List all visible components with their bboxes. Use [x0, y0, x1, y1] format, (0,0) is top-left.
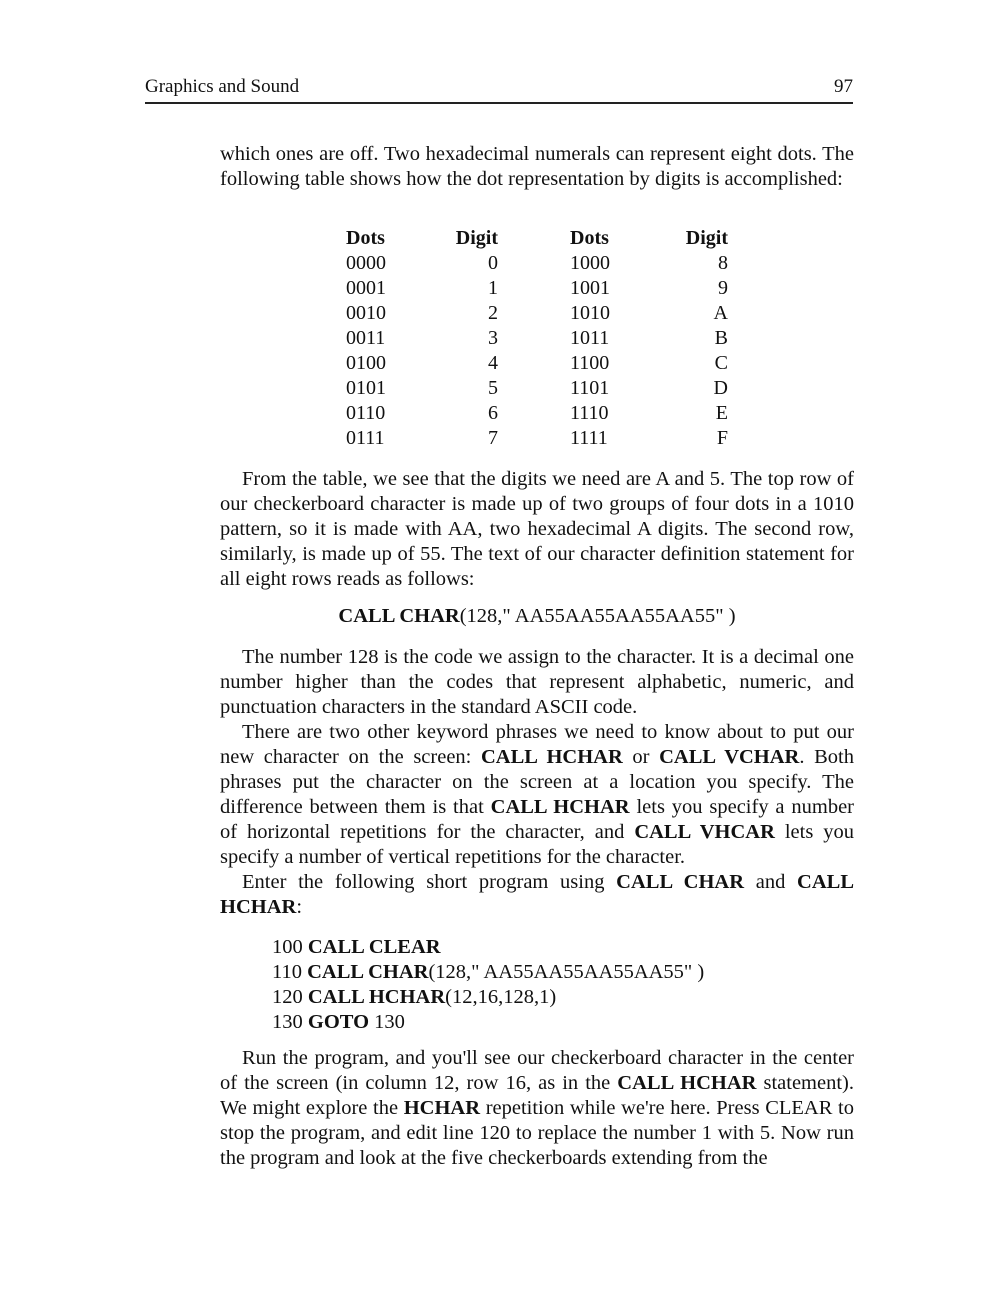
table-row [346, 251, 728, 276]
table-row [346, 276, 728, 301]
code-line: 110 CALL CHAR(128," AA55AA55AA55AA55" ) [272, 961, 705, 983]
table-cell: 1111 [570, 427, 608, 449]
running-title: Graphics and Sound [145, 76, 300, 97]
table-row [346, 376, 728, 401]
keyword: CALL HCHAR [617, 1072, 757, 1094]
keyword: CALL HCHAR [481, 746, 623, 768]
column-header: Dots [570, 227, 609, 249]
code-line: 120 CALL HCHAR(12,16,128,1) [272, 986, 557, 1008]
code-line: 130 GOTO 130 [272, 1011, 405, 1033]
keyword: CALL VCHAR [659, 746, 800, 768]
table-cell: 6 [488, 402, 498, 424]
paragraph-run-program [220, 1046, 854, 1171]
table-row [346, 301, 728, 326]
table-cell: 1011 [570, 327, 610, 349]
table-cell: 1 [488, 277, 498, 299]
table-cell: 0001 [346, 277, 386, 299]
keyword: CALL HCHAR [220, 871, 854, 918]
paragraph-intro [220, 142, 854, 192]
table-cell: 9 [718, 277, 728, 299]
keyword: CALL CLEAR [307, 936, 441, 958]
table-row [346, 426, 728, 451]
paragraph-enter-program: Enter the following short program using CALL CHAR and CALL HCHAR: [220, 871, 854, 918]
table-cell: 0011 [346, 327, 386, 349]
statement-args: (128," AA55AA55AA55AA55" ) [459, 605, 736, 627]
table-cell: 3 [488, 327, 498, 349]
keyword: CALL HCHAR [490, 796, 630, 818]
program-listing [272, 935, 704, 1035]
table-cell: 8 [718, 252, 728, 274]
dots-digit-table [346, 226, 728, 451]
table-cell: 0010 [346, 302, 386, 324]
table-cell: E [715, 402, 728, 424]
keyword: CALL CHAR [616, 871, 745, 893]
page-number: 97 [834, 76, 853, 97]
column-header: Dots [346, 227, 385, 249]
table-cell: 4 [488, 352, 498, 374]
column-header: Digit [455, 227, 498, 249]
table-cell: 5 [488, 377, 498, 399]
table-cell: F [716, 427, 728, 449]
table-cell: 0101 [346, 377, 386, 399]
keyword: CALL CHAR [307, 961, 429, 983]
keyword: HCHAR [403, 1097, 481, 1119]
paragraph-hchar-vchar: There are two other keyword phrases we need to know about to put our new character on the screen: CALL HCHAR or CALL VCHAR. Both phrases put the character on the screen at a location you specify. The difference between them is that CALL HCHAR lets you specify a number of horizontal repetitions for the character, and CALL VHCAR lets you specify a number of vertical repetitions for the character. [220, 721, 855, 868]
paragraph-text: From the table, we see that the digits we need are A and 5. The top row of our checkerboard character is made up of two groups of four dots in a 1010 pattern, so it is made with AA, two hexadecimal A digits. The second row, similarly, is made up of 55. The text of our character definition statement for all eight rows reads as follows: [220, 468, 854, 590]
paragraph-text: Run the program, and you'll see our checkerboard character in the center of the screen (in column 12, row 16, as in the CALL HCHAR statement). We might explore the HCHAR repetition while we're here. Press CLEAR to stop the program, and edit line 120 to replace the number 1 with 5. Now run the program and look at the five checkerboards extending from the [220, 1047, 854, 1169]
paragraph-code-number: The number 128 is the code we assign to the character. It is a decimal one number higher than the codes that represent alphabetic, numeric, and punctuation characters in the standard ASCII code. [220, 646, 854, 718]
keyword: CALL HCHAR [307, 986, 446, 1008]
table-cell: 1101 [570, 377, 610, 399]
table-cell: A [713, 302, 728, 324]
table-cell: 1100 [570, 352, 610, 374]
table-row [346, 351, 728, 376]
table-cell: D [713, 377, 728, 399]
table-cell: 0110 [346, 402, 386, 424]
table-cell: 7 [488, 427, 498, 449]
keyword: CALL VHCAR [634, 821, 775, 843]
table-cell: 1010 [570, 302, 610, 324]
table-row [346, 326, 728, 351]
column-header: Digit [685, 227, 728, 249]
table-cell: 0000 [346, 252, 386, 274]
call-char-statement [220, 605, 854, 628]
table-cell: 0111 [346, 427, 385, 449]
table-cell: 1000 [570, 252, 610, 274]
table-cell: B [714, 327, 728, 349]
paragraph-group [220, 645, 854, 920]
keyword: CALL CHAR [338, 605, 460, 627]
table-header-row [346, 226, 728, 251]
table-cell: C [714, 352, 728, 374]
table-row [346, 401, 728, 426]
keyword: GOTO [307, 1011, 370, 1033]
paragraph-text: which ones are off. Two hexadecimal numerals can represent eight dots. The following table shows how the dot representation by digits is accomplished: [220, 143, 854, 190]
page-header [145, 76, 853, 104]
table-cell: 1001 [570, 277, 610, 299]
paragraph-table-explanation [220, 467, 854, 592]
table-cell: 0 [488, 252, 498, 274]
table-cell: 2 [488, 302, 498, 324]
table-cell: 0100 [346, 352, 386, 374]
code-line: 100 CALL CLEAR [272, 936, 441, 958]
table-cell: 1110 [570, 402, 609, 424]
